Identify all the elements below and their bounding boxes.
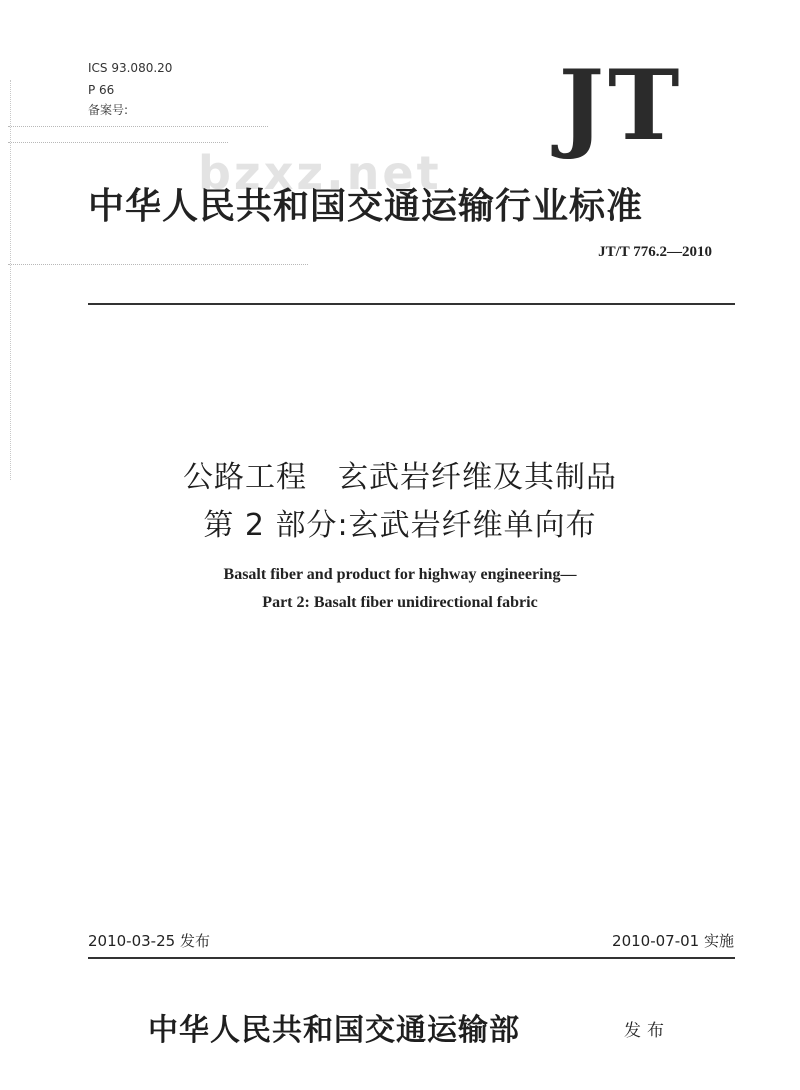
scan-dotted-line bbox=[8, 142, 228, 144]
jt-logo: JT bbox=[558, 49, 684, 162]
ics-code: ICS 93.080.20 bbox=[88, 61, 173, 75]
scan-dotted-line bbox=[8, 126, 268, 128]
standard-type-title: 中华人民共和国交通运输行业标准 bbox=[88, 186, 644, 227]
effective-date: 2010-07-01 实施 bbox=[612, 932, 734, 950]
footer-divider bbox=[88, 957, 735, 959]
english-title-line-2: Part 2: Basalt fiber unidirectional fabric bbox=[262, 594, 538, 611]
issue-verb: 发布 bbox=[624, 1021, 670, 1041]
watermark: bzxz.net bbox=[198, 146, 442, 200]
record-number-label: 备案号: bbox=[88, 103, 129, 117]
header-divider bbox=[88, 303, 735, 305]
scan-edge-marks bbox=[10, 80, 12, 480]
english-title-line-1: Basalt fiber and product for highway engineering— bbox=[223, 566, 577, 583]
publish-date: 2010-03-25 发布 bbox=[88, 932, 210, 950]
issuing-authority: 中华人民共和国交通运输部 bbox=[148, 1013, 520, 1048]
chinese-title-line-2: 第 2 部分:玄武岩纤维单向布 bbox=[203, 508, 597, 543]
chinese-title-line-1: 公路工程 玄武岩纤维及其制品 bbox=[183, 460, 617, 495]
scan-dotted-line bbox=[8, 264, 308, 266]
standard-code: JT/T 776.2—2010 bbox=[598, 244, 712, 260]
ccs-code: P 66 bbox=[88, 83, 115, 97]
